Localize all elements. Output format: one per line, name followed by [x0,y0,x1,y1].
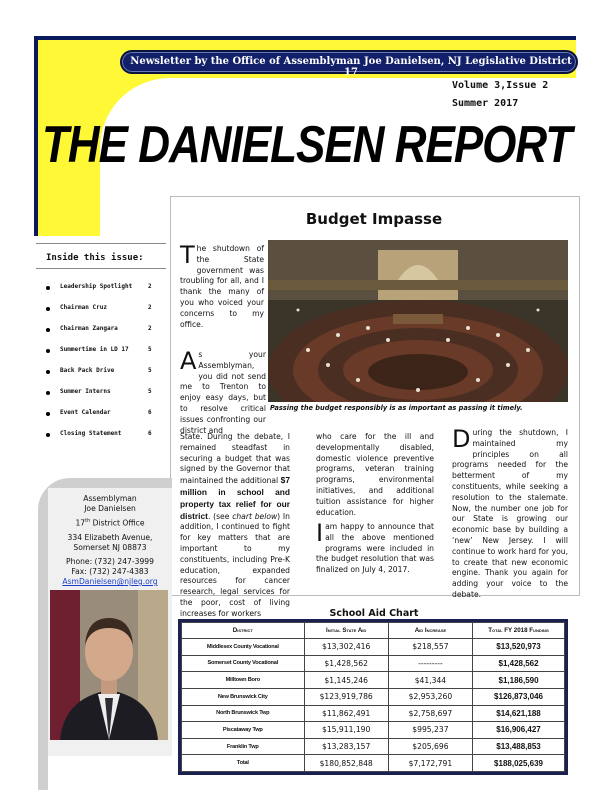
toc-label: Back Pack Drive [60,367,115,374]
table-row [182,738,565,755]
article-title: Budget Impasse [305,210,443,228]
table-row [182,688,565,705]
toc-label: Chairman Zangara [60,325,118,332]
toc-page: 2 [148,283,152,290]
bullet-icon [46,412,50,416]
article-paragraph-2a [180,347,266,435]
district-cell: Milltown Boro [182,672,305,689]
toc-label: Leadership Spotlight [60,283,133,290]
column-header: Total FY 2018 Funding [473,623,565,639]
school-aid-table [178,619,568,775]
sidebar-rule [36,243,166,244]
paragraph-text: am happy to announce that all the above mentioned programs were included in the budget resolution that was finalized on July 4, 2017. [316,522,434,575]
paragraph-text: ) In addition, I continued to fight for key matters that are important to my constituents, including Pre-K education, expanded resources for cancer research, legal services for the poor, cost of living increases for workers [180,511,290,618]
article-paragraph-1 [180,241,264,330]
column-header: District [182,623,305,639]
district-cell: New Brunswick City [182,688,305,705]
toc-page: 6 [148,409,152,416]
bullet-icon [46,286,50,290]
toc-page: 2 [148,304,152,311]
aid-increase-cell: $2,758,697 [388,705,472,722]
paragraph-text: State. During the debate, I remained steadfast in securing a budget that was signed by the Governor that maintained the additional [180,432,290,486]
bullet-icon [46,328,50,332]
total-funding-cell: $1,186,590 [473,672,565,689]
banner-text: Newsletter by the Office of Assemblyman Joe Danielsen, NJ Legislative District 17 [130,56,572,78]
initial-aid-cell: $13,283,157 [304,738,388,755]
address-line: 334 Elizabeth Avenue, [67,533,153,542]
initial-aid-cell: $13,302,416 [304,639,388,656]
paragraph-text: who care for the ill and developmentally disabled, domestic violence preventive programs, veteran training programs, environmental initiatives, and additional tuition assistance for higher education. [316,432,434,517]
table-row [182,655,565,672]
toc-item[interactable] [46,409,156,421]
header-left-rule [34,36,38,236]
district-cell: Piscataway Twp [182,722,305,739]
office-label: District Office [90,518,145,528]
bullet-icon [46,370,50,374]
photo-caption: Passing the budget responsibly is as important as passing it timely. [270,404,523,412]
aid-increase-cell: $41,344 [388,672,472,689]
sidebar-rule [36,268,166,269]
toc-item[interactable] [46,367,156,379]
phone-number: Phone: (732) 247-3999 [66,557,154,566]
district-cell: North Brunswick Twp [182,705,305,722]
contact-address [56,533,164,553]
assemblyman-portrait [50,590,168,740]
aid-increase-cell: --------- [388,655,472,672]
contact-fullname: Joe Danielsen [84,504,136,513]
toc-item[interactable] [46,283,156,295]
district-cell: Total [182,755,305,772]
total-funding-cell: $14,621,188 [473,705,565,722]
toc-label: Event Calendar [60,409,111,416]
bullet-icon [46,349,50,353]
district-cell: Franklin Twp [182,738,305,755]
total-funding-cell: $126,873,046 [473,688,565,705]
address-line: Somerset NJ 08873 [73,543,147,552]
paragraph-text: uring the shutdown, I maintained my principles on all programs needed for the betterment of my constituents, while seeking a resolution to the stalemate. Now, the number one job for our State is growing our economic base by building a ‘new’ New Jersey. I will continue to work hard for you, to create that new economic engine. Thank you again for adding your voice to the debate. [452,428,568,599]
fax-number: Fax: (732) 247-4383 [71,567,149,576]
highlight-text: $7 million in school and property tax relief for our district [180,475,290,521]
masthead-title: THE DANIELSEN REPORT [42,116,572,174]
initial-aid-cell: $11,862,491 [304,705,388,722]
paragraph-text: he shutdown of the State government was troubling for all, and I thank the many of you who voiced your concerns to my office. [180,244,264,329]
table-row [182,722,565,739]
ordinal-suffix: th [85,518,91,524]
initial-aid-cell: $123,919,786 [304,688,388,705]
bullet-icon [46,307,50,311]
toc-item[interactable] [46,430,156,442]
aid-increase-cell: $218,557 [388,639,472,656]
table-row [182,639,565,656]
total-funding-cell: $16,906,427 [473,722,565,739]
initial-aid-cell: $15,911,190 [304,722,388,739]
column-header: Aid Increase [388,623,472,639]
total-funding-cell: $1,428,562 [473,655,565,672]
toc-item[interactable] [46,388,156,400]
table-row [182,672,565,689]
total-funding-cell: $13,520,973 [473,639,565,656]
article-paragraph-4 [316,519,434,576]
toc-page: 5 [148,346,152,353]
assembly-chamber-photo [268,240,568,402]
contact-phone [56,557,164,577]
contact-title: Assemblyman [83,494,137,503]
initial-aid-cell: $1,428,562 [304,655,388,672]
toc-page: 2 [148,325,152,332]
header-top-rule [36,36,576,40]
drop-cap: I [316,519,324,547]
aid-increase-cell: $7,172,791 [388,755,472,772]
aid-increase-cell: $2,953,260 [388,688,472,705]
volume-issue: Volume 3,Issue 2 [452,80,549,91]
toc-page: 5 [148,388,152,395]
toc-page: 5 [148,367,152,374]
drop-cap: A [180,347,197,375]
chart-title: School Aid Chart [329,608,419,619]
toc-item[interactable] [46,325,156,337]
district-cell: Somerset County Vocational [182,655,305,672]
article-paragraph-5 [452,425,568,601]
paragraph-text: s your Assemblyman, you did not send me to Trenton to enjoy easy days, but to resolve critical issues confronting our district and [180,350,266,435]
contact-office [56,518,164,528]
table-row [182,705,565,722]
chart-reference: chart below [232,511,278,521]
bullet-icon [46,433,50,437]
newsletter-banner [120,50,578,78]
article-paragraph-2b [180,432,290,620]
toc-label: Closing Statement [60,430,122,437]
aid-increase-cell: $205,696 [388,738,472,755]
aid-increase-cell: $995,237 [388,722,472,739]
table-total-row [182,755,565,772]
total-funding-cell: $13,488,853 [473,738,565,755]
toc-item[interactable] [46,346,156,358]
contact-name [56,494,164,514]
toc-label: Chairman Cruz [60,304,107,311]
sidebar-title: Inside this issue: [46,253,144,263]
article-paragraph-3 [316,432,434,518]
initial-aid-cell: $1,145,246 [304,672,388,689]
drop-cap: D [452,425,471,453]
toc-label: Summer Interns [60,388,111,395]
bullet-icon [46,391,50,395]
issue-date: Summer 2017 [452,98,519,109]
toc-item[interactable] [46,304,156,316]
district-number: 17 [75,518,86,528]
district-cell: Middlesex County Vocational [182,639,305,656]
table-header-row [182,623,565,639]
paragraph-text: . (see [207,511,233,521]
drop-cap: T [180,241,195,269]
toc-page: 6 [148,430,152,437]
column-header: Initial State Aid [304,623,388,639]
initial-aid-cell: $180,852,848 [304,755,388,772]
toc-label: Summertime in LD 17 [60,346,129,353]
total-funding-cell: $188,025,639 [473,755,565,772]
email-link[interactable]: AsmDanielsen@njleg.org [62,577,158,586]
